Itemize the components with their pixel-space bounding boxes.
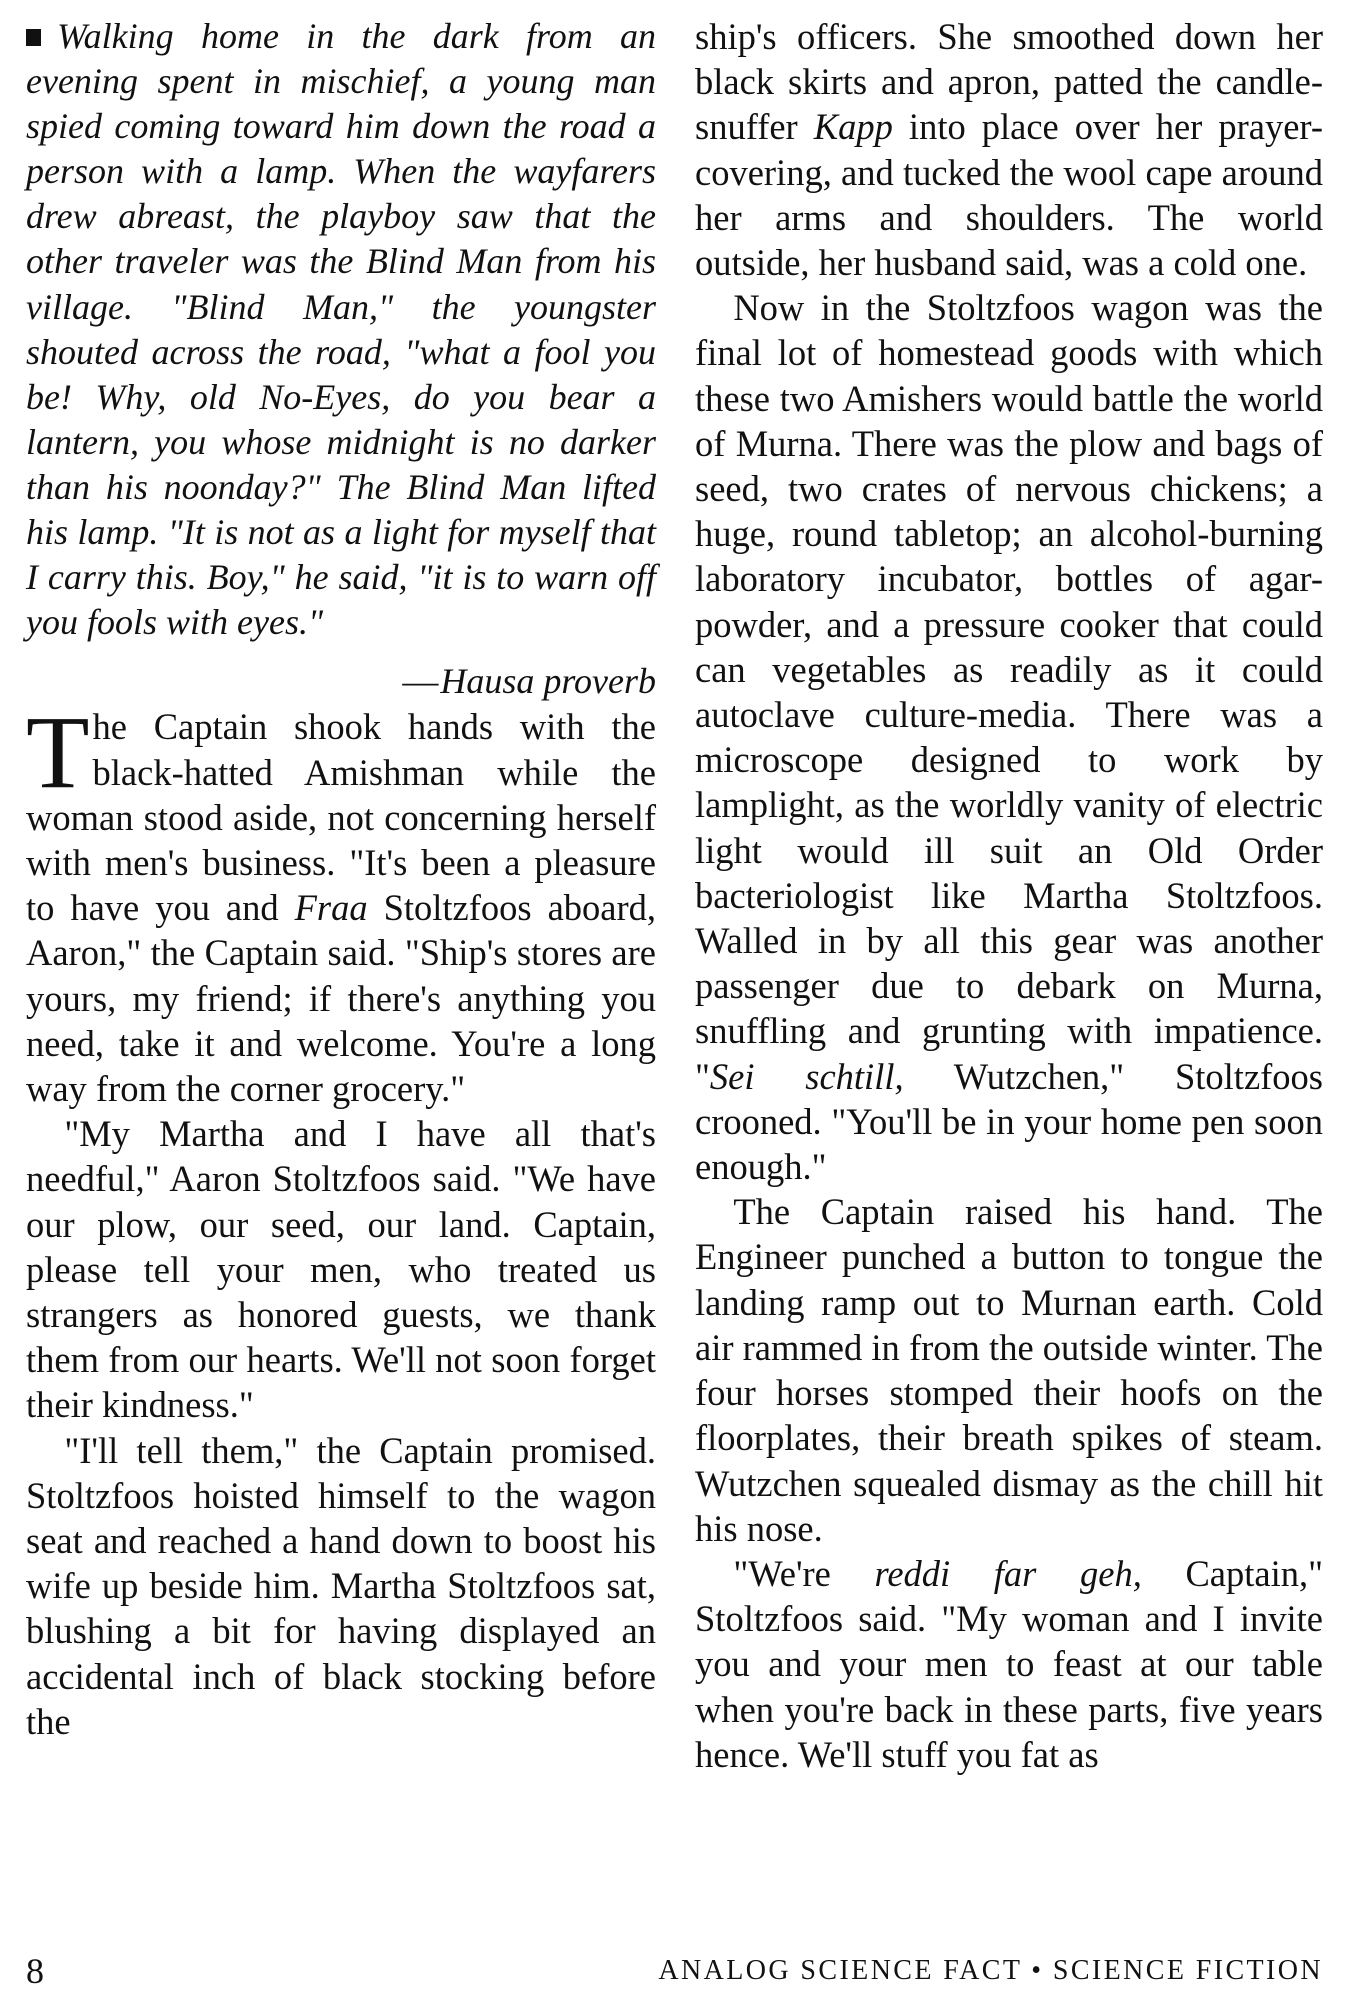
left-column (26, 14, 656, 1744)
paragraph-text: "We're (733, 1552, 875, 1594)
epigraph (26, 14, 656, 645)
story-paragraph-5 (695, 285, 1323, 1189)
italic-term: Kapp (813, 106, 893, 148)
paragraph-text: Wutzchen," Stoltzfoos crooned. "You'll be in your home pen soon enough." (695, 1055, 1323, 1188)
story-paragraph-7 (695, 1551, 1323, 1777)
running-title: ANALOG SCIENCE FACT • SCIENCE FICTION (658, 1955, 1323, 1986)
page-footer (26, 1950, 1323, 1992)
italic-term: Fraa (294, 887, 368, 929)
paragraph-text: Stoltzfoos aboard, Aaron," the Captain said. "Ship's stores are yours, my friend; if there's anything you need, take it and welcome. You're a long way from the corner grocery." (26, 887, 656, 1109)
attribution-source: Hausa proverb (440, 661, 656, 702)
story-paragraph-4 (695, 14, 1323, 285)
attribution-dash: — (402, 661, 439, 702)
story-paragraph-3: "I'll tell them," the Captain promised. Stoltzfoos hoisted himself to the wagon seat and reached a hand down to boost his wife up beside him. Martha Stoltzfoos sat, blushing a bit for having displayed an accidental inch of black stocking before the (26, 1429, 656, 1742)
bullet-square-icon (26, 29, 41, 46)
epigraph-text: Walking home in the dark from an evening spent in mischief, a young man spied coming toward him down the road a person with a lamp. When the wayfarers drew abreast, the playboy saw that the other traveler was the Blind Man from his village. "Blind Man," the youngster shouted across the road, "what a fool you be! Why, old No-Eyes, do you bear a lantern, you whose midnight is no darker than his noonday?" The Blind Man lifted his lamp. "It is not as a light for myself that I carry this. Boy," he said, "it is to warn off you fools with eyes." (26, 16, 656, 643)
right-column (695, 14, 1323, 1777)
drop-cap: T (26, 695, 90, 811)
page-number: 8 (26, 1951, 44, 1991)
italic-term: Sei schtill, (709, 1055, 904, 1097)
paragraph-text: Now in the Stoltzfoos wagon was the final lot of homestead goods with which these two Amishers would battle the world of Murna. There was the plow and bags of seed, two crates of nervous chickens; a huge, round tabletop; an alcohol-burning laboratory incubator, bottles of agar-powder, and a pressure cooker that could can vegetables as readily as it could autoclave culture-media. There was a microscope designed to work by lamplight, as the worldly vanity of electric light would ill suit an Old Order bacteriologist like Martha Stoltzfoos. Walled in by all this gear was another passenger due to debark on Murna, snuffling and grunting with impatience. " (695, 287, 1323, 1097)
epigraph-attribution (26, 659, 656, 704)
paragraph-text: ship's officers. She smoothed down her black skirts and apron, patted the candle-snuffer (695, 16, 1323, 148)
story-paragraph-2: "My Martha and I have all that's needful," Aaron Stoltzfoos said. "We have our plow, our seed, our land. Captain, please tell your men, who treated us strangers as honored guests, we thank them from our hearts. We'll not soon forget their kindness." (26, 1113, 656, 1426)
paragraph-text: into place over her prayer-covering, and tucked the wool cape around her arms and shoulders. The world outside, her husband said, was a cold one. (695, 106, 1323, 284)
italic-term: reddi far geh, (874, 1552, 1142, 1594)
story-paragraph-1 (26, 695, 656, 1111)
paragraph-text: he Captain shook hands with the black-hatted Amishman while the woman stood aside, not concerning herself with men's business. "It's been a pleasure to have you and (26, 706, 656, 929)
story-paragraph-6: The Captain raised his hand. The Engineer punched a button to tongue the landing ramp out to Murnan earth. Cold air rammed in from the outside winter. The four horses stomped their hoofs on the floorplates, their breath spikes of steam. Wutzchen squealed dismay as the chill hit his nose. (695, 1191, 1323, 1549)
paragraph-text: Captain," Stoltzfoos said. "My woman and I invite you and your men to feast at our table when you're back in these parts, five years hence. We'll stuff you fat as (695, 1552, 1323, 1775)
